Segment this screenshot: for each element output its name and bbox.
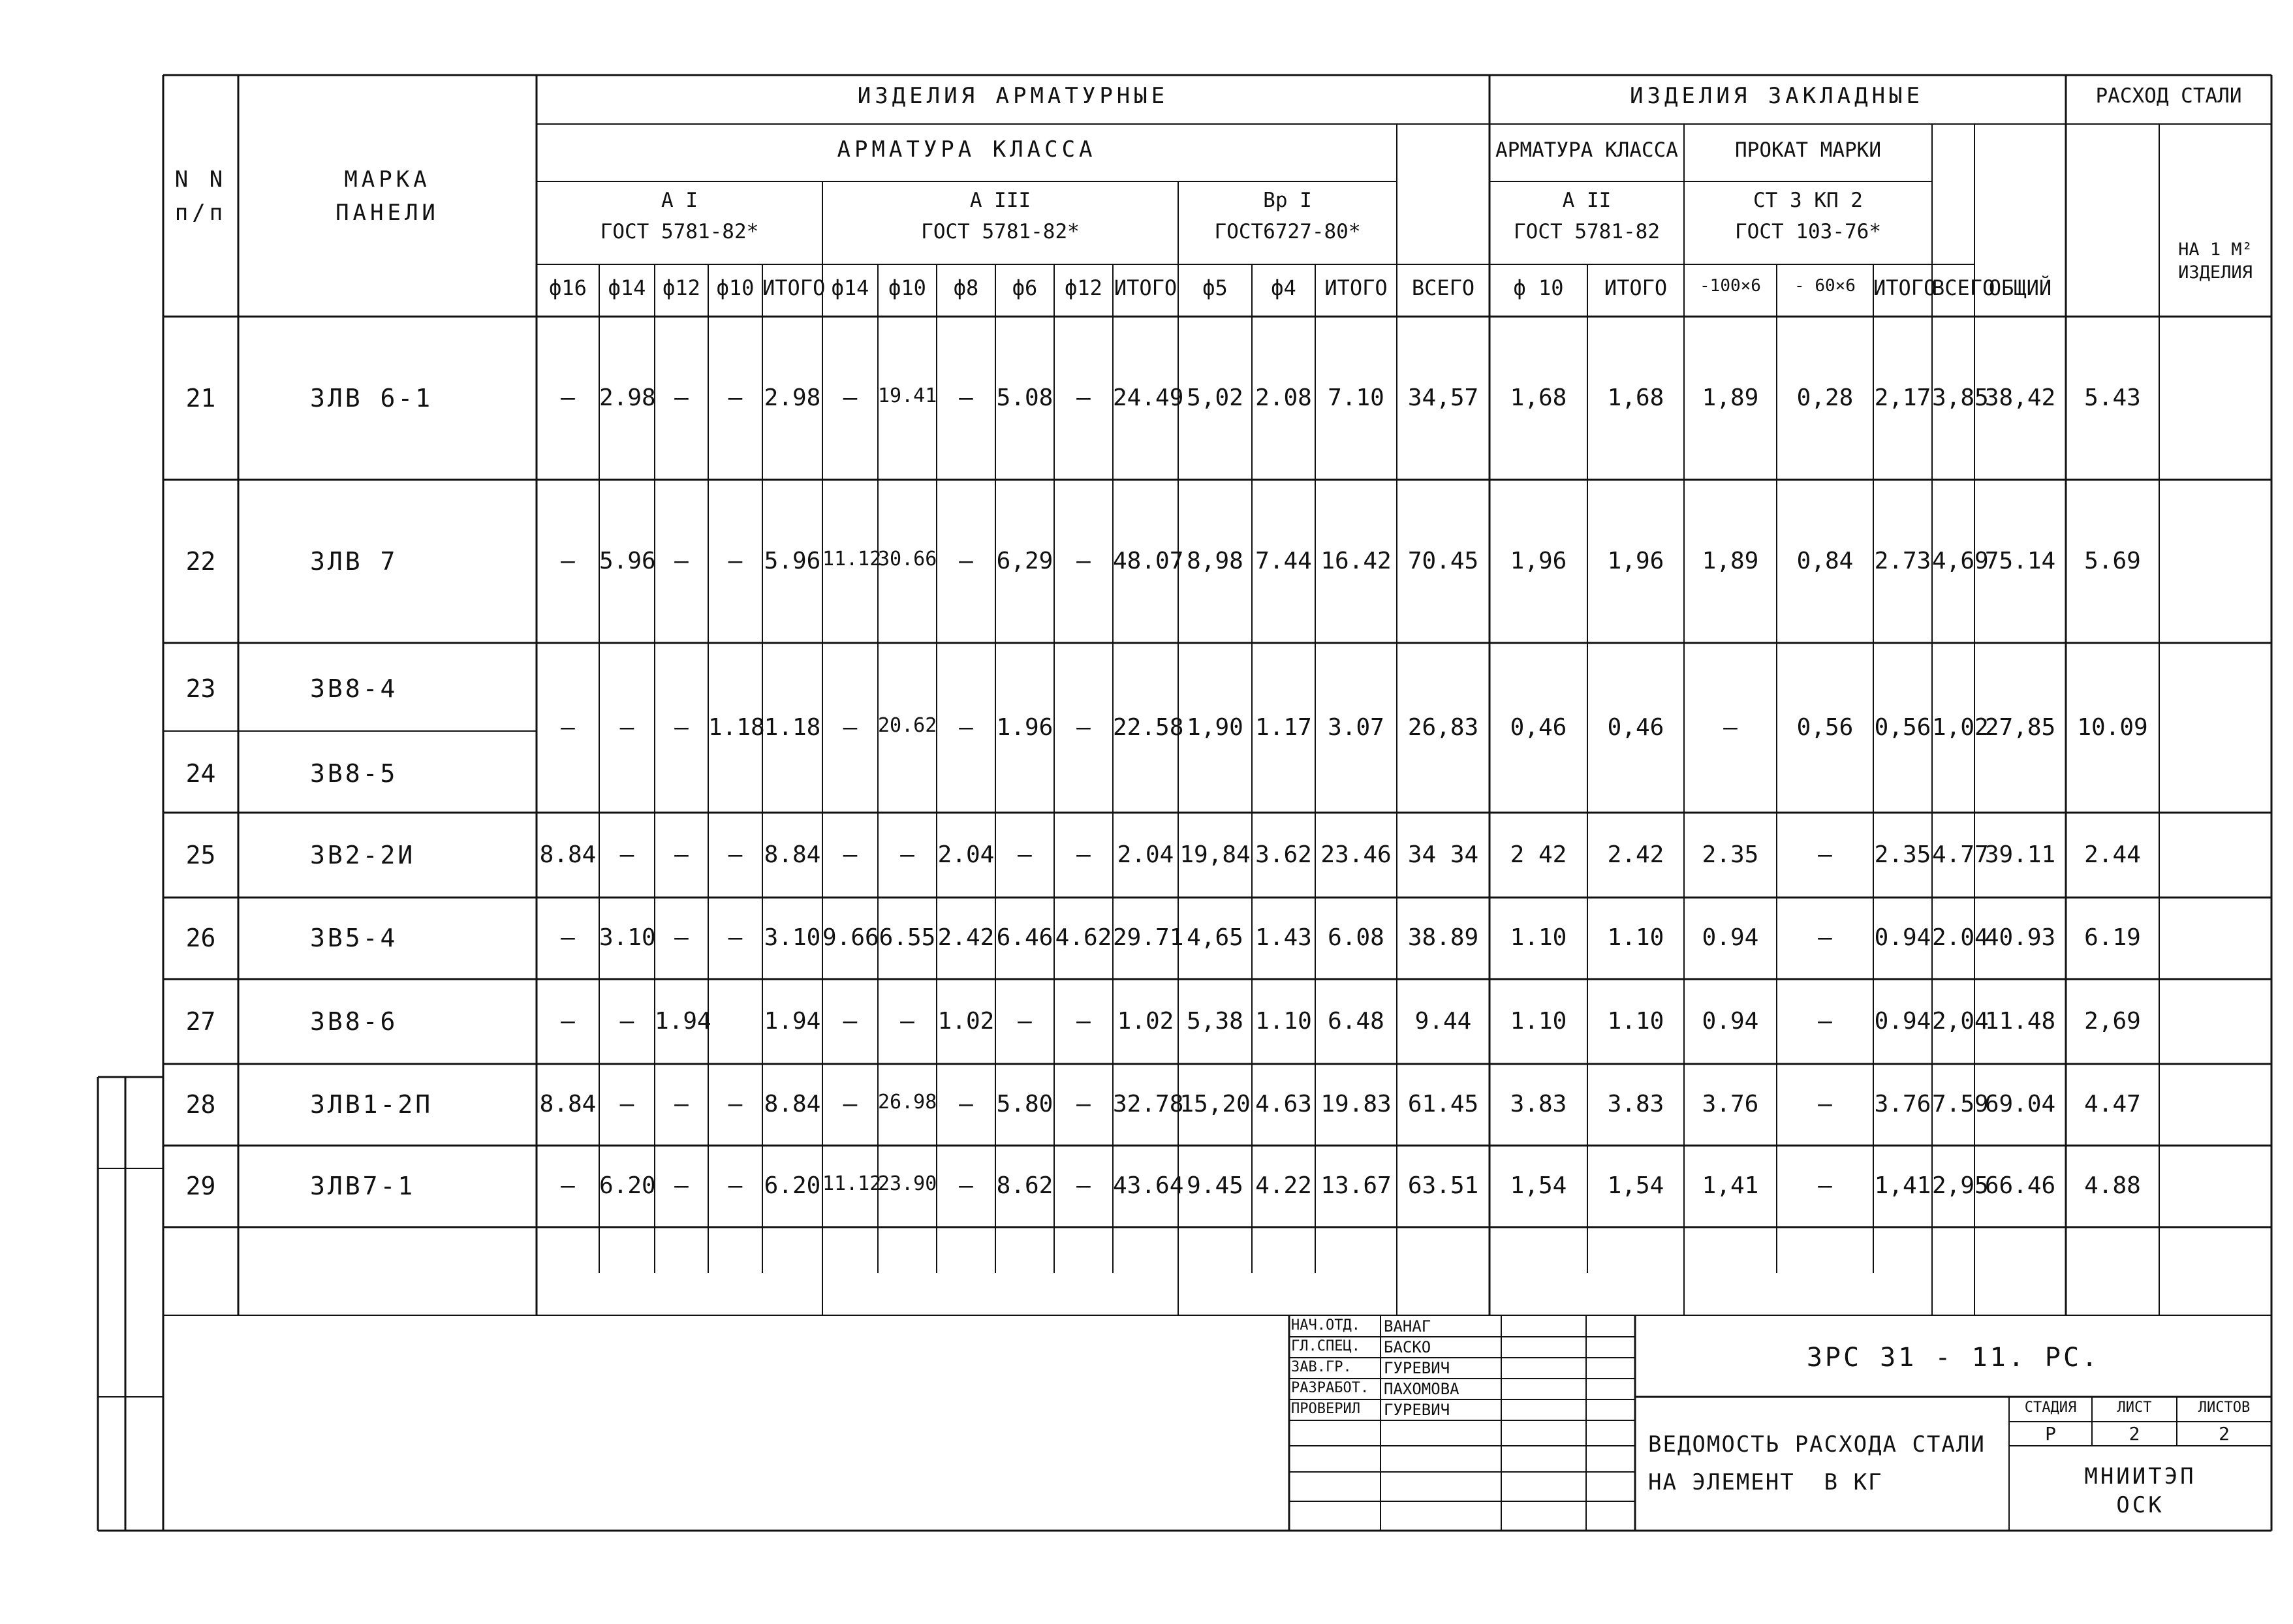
table-cell: —: [900, 841, 914, 868]
table-cell: —: [843, 714, 858, 741]
table-cell: 27,85: [1984, 714, 2056, 741]
table-cell: 19.83: [1320, 1091, 1392, 1117]
table-cell: 4,65: [1187, 924, 1243, 951]
table-cell: —: [561, 1172, 575, 1199]
table-cell: 1,89: [1702, 548, 1759, 574]
table-cell: 30.66: [878, 548, 937, 570]
table-cell: 5.96: [599, 548, 656, 574]
table-cell: —: [1076, 714, 1091, 741]
table-cell: 3.10: [764, 924, 821, 951]
stamp-name: ПАХОМОВА: [1384, 1380, 1459, 1398]
col-header-4: ИТОГО: [762, 275, 826, 300]
a3-header: A III: [969, 189, 1031, 212]
col-header-20: ВСЕГО: [1932, 275, 1995, 300]
table-cell: 1.10: [1607, 924, 1664, 951]
table-cell: 2,17: [1874, 384, 1931, 411]
table-cell: 1.10: [1255, 1008, 1312, 1035]
panel-mark: 3ЛВ 6-1: [310, 384, 433, 413]
table-cell: 2.73: [1874, 548, 1931, 574]
table-cell: —: [1076, 1008, 1091, 1035]
panel-mark: 3ЛВ7-1: [310, 1172, 416, 1200]
table-cell: 4.77: [1932, 841, 1989, 868]
table-cell: 2 42: [1510, 841, 1567, 868]
table-cell: 9.45: [1187, 1172, 1243, 1199]
table-cell: —: [959, 1091, 973, 1117]
sheet-label: ЛИСТ: [2117, 1399, 2152, 1416]
table-cell: 70.45: [1407, 548, 1479, 574]
col-header-mark: МАРКА ПАНЕЛИ: [335, 166, 439, 226]
table-cell: 6.48: [1328, 1008, 1384, 1035]
stamp-role: ГЛ.СПЕЦ.: [1291, 1338, 1360, 1354]
col-header-15: ф 10: [1513, 275, 1564, 300]
table-cell: 2.08: [1255, 384, 1312, 411]
table-cell: —: [843, 384, 858, 411]
table-cell: 4.22: [1255, 1172, 1312, 1199]
table-cell: 0.94: [1874, 1008, 1931, 1035]
col-header-13: ИТОГО: [1324, 275, 1388, 300]
table-cell: —: [561, 924, 575, 951]
col-header-1: ф14: [608, 275, 646, 300]
table-cell: 4.88: [2084, 1172, 2141, 1199]
table-cell: 38.89: [1407, 924, 1479, 951]
table-cell: 9.66: [822, 924, 879, 951]
table-cell: 6,29: [996, 548, 1053, 574]
table-cell: —: [1818, 841, 1832, 868]
table-cell: —: [1818, 1091, 1832, 1117]
row-number: 27: [185, 1007, 216, 1036]
sheet-value: 2: [2129, 1423, 2140, 1444]
table-cell: 29.71: [1113, 924, 1184, 951]
table-cell: 0,56: [1874, 714, 1931, 741]
table-cell: —: [674, 714, 689, 741]
table-cell: 1,90: [1187, 714, 1243, 741]
table-cell: 34 34: [1407, 841, 1479, 868]
arm-class-header: АРМАТУРА КЛАССА: [837, 136, 1097, 163]
emb-rolled: ПРОКАТ МАРКИ: [1735, 138, 1881, 162]
stamp-role: ЗАВ.ГР.: [1291, 1359, 1352, 1375]
table-cell: 5.08: [996, 384, 1053, 411]
table-cell: 5.80: [996, 1091, 1053, 1117]
table-cell: —: [561, 714, 575, 741]
table-cell: 1,41: [1702, 1172, 1759, 1199]
col-header-num: N N п/п: [174, 166, 227, 226]
table-cell: 3.76: [1702, 1091, 1759, 1117]
table-cell: 0,28: [1796, 384, 1854, 411]
table-cell: 0,56: [1796, 714, 1854, 741]
table-cell: 0,84: [1796, 548, 1854, 574]
table-cell: —: [619, 1008, 634, 1035]
col-header-0: ф16: [549, 275, 587, 300]
table-cell: —: [1818, 1008, 1832, 1035]
table-cell: —: [619, 714, 634, 741]
table-cell: 13.67: [1320, 1172, 1392, 1199]
col-header-5: ф14: [831, 275, 869, 300]
table-cell: 8.84: [539, 841, 597, 868]
stamp-name: ГУРЕВИЧ: [1384, 1359, 1450, 1377]
table-cell: 7.44: [1255, 548, 1312, 574]
table-cell: 3.76: [1874, 1091, 1931, 1117]
drawing-code: 3РС 31 - 11. РС.: [1806, 1343, 2100, 1373]
table-cell: 20.62: [878, 714, 937, 737]
table-cell: 75.14: [1984, 548, 2056, 574]
table-cell: 6.20: [599, 1172, 656, 1199]
table-cell: 11.48: [1984, 1008, 2056, 1035]
col-header-8: ф6: [1012, 275, 1038, 300]
table-cell: 61.45: [1407, 1091, 1479, 1117]
table-cell: 6.08: [1328, 924, 1384, 951]
stamp-name: ВАНАГ: [1384, 1317, 1431, 1335]
table-cell: 1.02: [1117, 1008, 1174, 1035]
table-cell: 1.02: [937, 1008, 995, 1035]
stamp-name: ГУРЕВИЧ: [1384, 1401, 1450, 1419]
row-number: 23: [185, 674, 216, 703]
col-header-11: ф5: [1202, 275, 1228, 300]
arm-products-header: ИЗДЕЛИЯ АРМАТУРНЫЕ: [857, 83, 1169, 109]
table-cell: —: [619, 841, 634, 868]
table-cell: 1,54: [1510, 1172, 1567, 1199]
table-cell: 8.84: [539, 1091, 597, 1117]
table-cell: 19.41: [878, 384, 937, 407]
table-cell: 2.98: [599, 384, 656, 411]
panel-mark: 3В8-5: [310, 759, 398, 788]
table-cell: 4.47: [2084, 1091, 2141, 1117]
col-header-2: ф12: [663, 275, 700, 300]
table-cell: 6.19: [2084, 924, 2141, 951]
table-cell: 4.63: [1255, 1091, 1312, 1117]
stamp-role: ПРОВЕРИЛ: [1291, 1401, 1360, 1417]
table-cell: 3.10: [599, 924, 656, 951]
table-cell: 6.55: [879, 924, 936, 951]
col-header-16: ИТОГО: [1604, 275, 1668, 300]
sheets-value: 2: [2219, 1423, 2230, 1444]
table-cell: 1,68: [1510, 384, 1567, 411]
table-cell: 2,69: [2084, 1008, 2141, 1035]
row-number: 25: [185, 841, 216, 869]
table-cell: —: [674, 1172, 689, 1199]
table-cell: —: [728, 1091, 743, 1117]
table-cell: 19,84: [1179, 841, 1251, 868]
table-cell: 2.44: [2084, 841, 2141, 868]
table-cell: —: [843, 841, 858, 868]
sheets-label: ЛИСТОВ: [2198, 1399, 2251, 1416]
table-cell: 11.12: [822, 1172, 882, 1195]
table-cell: 15,20: [1179, 1091, 1251, 1117]
table-cell: 1,02: [1932, 714, 1989, 741]
panel-mark: 3В8-4: [310, 674, 398, 703]
table-cell: 1.43: [1255, 924, 1312, 951]
drawing-title: ВЕДОМОСТЬ РАСХОДА СТАЛИ НА ЭЛЕМЕНТ В КГ: [1648, 1431, 1986, 1495]
table-cell: 5,38: [1187, 1008, 1243, 1035]
table-cell: —: [561, 548, 575, 574]
row-number: 26: [185, 924, 216, 952]
table-cell: 8.84: [764, 841, 821, 868]
table-cell: —: [561, 1008, 575, 1035]
table-cell: —: [728, 548, 743, 574]
row-number: 21: [185, 384, 216, 413]
panel-mark: 3В8-6: [310, 1007, 398, 1036]
table-cell: 8.84: [764, 1091, 821, 1117]
table-cell: 38,42: [1984, 384, 2056, 411]
stage-label: СТАДИЯ: [2024, 1399, 2077, 1416]
table-cell: 9.44: [1414, 1008, 1472, 1035]
table-cell: 1,68: [1607, 384, 1664, 411]
table-cell: —: [674, 924, 689, 951]
table-cell: 43.64: [1113, 1172, 1184, 1199]
table-cell: —: [561, 384, 575, 411]
table-cell: 0,46: [1510, 714, 1567, 741]
panel-mark: 3ЛВ1-2П: [310, 1090, 433, 1119]
row-number: 22: [185, 547, 216, 576]
a1-gost: ГОСТ 5781-82*: [600, 220, 759, 243]
table-cell: 2.42: [1607, 841, 1664, 868]
table-cell: 0.94: [1702, 924, 1759, 951]
col-header-7: ф8: [953, 275, 979, 300]
table-cell: 63.51: [1407, 1172, 1479, 1199]
table-cell: 5.69: [2084, 548, 2141, 574]
row-number: 28: [185, 1090, 216, 1119]
col-header-21: ОБЩИЙ: [1988, 275, 2052, 300]
table-cell: 2.04: [1932, 924, 1989, 951]
table-cell: —: [728, 384, 743, 411]
table-cell: 40.93: [1984, 924, 2056, 951]
table-cell: —: [674, 841, 689, 868]
a2-gost: ГОСТ 5781-82: [1514, 220, 1660, 243]
table-cell: 1.10: [1607, 1008, 1664, 1035]
table-cell: 3.07: [1328, 714, 1384, 741]
table-cell: —: [1723, 714, 1738, 741]
row-number: 29: [185, 1172, 216, 1200]
table-cell: 3,85: [1932, 384, 1989, 411]
table-cell: 1.94: [655, 1008, 711, 1035]
table-cell: —: [1018, 1008, 1032, 1035]
col-header-17: -100×6: [1700, 276, 1761, 296]
table-cell: 2.35: [1702, 841, 1759, 868]
table-cell: 0.94: [1702, 1008, 1759, 1035]
table-cell: 10.09: [2077, 714, 2148, 741]
col-header-12: ф4: [1271, 275, 1296, 300]
table-cell: 1.96: [996, 714, 1053, 741]
table-cell: —: [959, 384, 973, 411]
table-cell: 23.90: [878, 1172, 937, 1195]
table-cell: 11.12: [822, 548, 882, 570]
table-cell: —: [843, 1091, 858, 1117]
steel-consumption-header: РАСХОД СТАЛИ: [2095, 84, 2242, 108]
table-cell: 1.10: [1510, 924, 1567, 951]
a3-gost: ГОСТ 5781-82*: [921, 220, 1080, 243]
stamp-role: НАЧ.ОТД.: [1291, 1317, 1360, 1334]
stamp-role: РАЗРАБОТ.: [1291, 1380, 1369, 1396]
table-cell: 1.17: [1255, 714, 1312, 741]
table-cell: 16.42: [1320, 548, 1392, 574]
table-cell: 2.98: [764, 384, 821, 411]
col-header-10: ИТОГО: [1114, 275, 1178, 300]
table-cell: —: [1076, 1172, 1091, 1199]
table-cell: 3.83: [1607, 1091, 1664, 1117]
emb-arm-class: АРМАТУРА КЛАССА: [1495, 138, 1678, 162]
table-cell: 39.11: [1984, 841, 2056, 868]
table-cell: 1.18: [708, 714, 765, 741]
table-cell: 24.49: [1113, 384, 1184, 411]
per-m2-header: НА 1 М² ИЗДЕЛИЯ: [2178, 240, 2253, 283]
table-cell: —: [1818, 1172, 1832, 1199]
table-cell: 34,57: [1407, 384, 1479, 411]
table-cell: 0.94: [1874, 924, 1931, 951]
st3-gost: ГОСТ 103-76*: [1735, 220, 1881, 243]
table-cell: 7.59: [1932, 1091, 1989, 1117]
table-cell: —: [619, 1091, 634, 1117]
table-cell: 8,98: [1187, 548, 1243, 574]
table-cell: 1.94: [764, 1008, 821, 1035]
table-cell: —: [1076, 384, 1091, 411]
a1-header: A I: [661, 189, 698, 212]
table-cell: 4.62: [1055, 924, 1112, 951]
table-cell: 1,54: [1607, 1172, 1664, 1199]
table-cell: —: [1018, 841, 1032, 868]
table-cell: 1.10: [1510, 1008, 1567, 1035]
table-cell: 2.42: [937, 924, 995, 951]
table-cell: —: [674, 1091, 689, 1117]
table-cell: —: [728, 924, 743, 951]
table-cell: 8.62: [996, 1172, 1053, 1199]
col-header-14: ВСЕГО: [1411, 275, 1475, 300]
table-cell: —: [1076, 841, 1091, 868]
table-cell: 1,41: [1874, 1172, 1931, 1199]
col-header-18: - 60×6: [1794, 276, 1856, 296]
table-cell: —: [959, 714, 973, 741]
table-cell: 2,95: [1932, 1172, 1989, 1199]
bp1-header: Bр I: [1263, 189, 1312, 212]
table-cell: —: [728, 841, 743, 868]
table-cell: 0,46: [1607, 714, 1664, 741]
table-cell: 23.46: [1320, 841, 1392, 868]
table-cell: 4,69: [1932, 548, 1989, 574]
table-cell: 2.04: [1117, 841, 1174, 868]
table-cell: 1,96: [1607, 548, 1664, 574]
table-cell: 3.62: [1255, 841, 1312, 868]
table-cell: 1.18: [764, 714, 821, 741]
table-cell: 6.20: [764, 1172, 821, 1199]
table-cell: 26,83: [1407, 714, 1479, 741]
table-cell: 6.46: [996, 924, 1053, 951]
table-cell: 66.46: [1984, 1172, 2056, 1199]
table-cell: 2.04: [937, 841, 995, 868]
table-cell: —: [1076, 548, 1091, 574]
table-cell: —: [1076, 1091, 1091, 1117]
a2-header: A II: [1562, 189, 1612, 212]
table-cell: 22.58: [1113, 714, 1184, 741]
bp1-gost: ГОСТ6727-80*: [1214, 220, 1361, 243]
table-cell: 1,89: [1702, 384, 1759, 411]
table-cell: —: [900, 1008, 914, 1035]
emb-products-header: ИЗДЕЛИЯ ЗАКЛАДНЫЕ: [1630, 83, 1924, 109]
row-number: 24: [185, 759, 216, 788]
st3-header: СТ 3 КП 2: [1753, 189, 1863, 212]
table-cell: 32.78: [1113, 1091, 1184, 1117]
table-cell: 69.04: [1984, 1091, 2056, 1117]
stage-value: Р: [2045, 1423, 2056, 1444]
table-cell: 5.43: [2084, 384, 2141, 411]
table-cell: 48.07: [1113, 548, 1184, 574]
table-cell: —: [674, 384, 689, 411]
panel-mark: 3ЛВ 7: [310, 547, 398, 576]
panel-mark: 3В2-2И: [310, 841, 416, 869]
table-cell: —: [843, 1008, 858, 1035]
table-cell: 7.10: [1328, 384, 1384, 411]
table-cell: 5,02: [1187, 384, 1243, 411]
panel-mark: 3В5-4: [310, 924, 398, 952]
col-header-9: ф12: [1065, 275, 1102, 300]
stamp-name: БАСКО: [1384, 1338, 1431, 1356]
table-cell: 3.83: [1510, 1091, 1567, 1117]
col-header-19: ИТОГО: [1873, 275, 1937, 300]
col-header-3: ф10: [716, 275, 755, 300]
table-cell: —: [728, 1172, 743, 1199]
table-cell: 5.96: [764, 548, 821, 574]
table-cell: 2.35: [1874, 841, 1931, 868]
table-cell: 2,04: [1932, 1008, 1989, 1035]
table-cell: 1,96: [1510, 548, 1567, 574]
col-header-6: ф10: [888, 275, 926, 300]
table-cell: —: [959, 1172, 973, 1199]
table-cell: 26.98: [878, 1091, 937, 1114]
table-cell: —: [959, 548, 973, 574]
table-cell: —: [674, 548, 689, 574]
table-cell: —: [1818, 924, 1832, 951]
organization: МНИИТЭП ОСК: [2084, 1463, 2196, 1519]
